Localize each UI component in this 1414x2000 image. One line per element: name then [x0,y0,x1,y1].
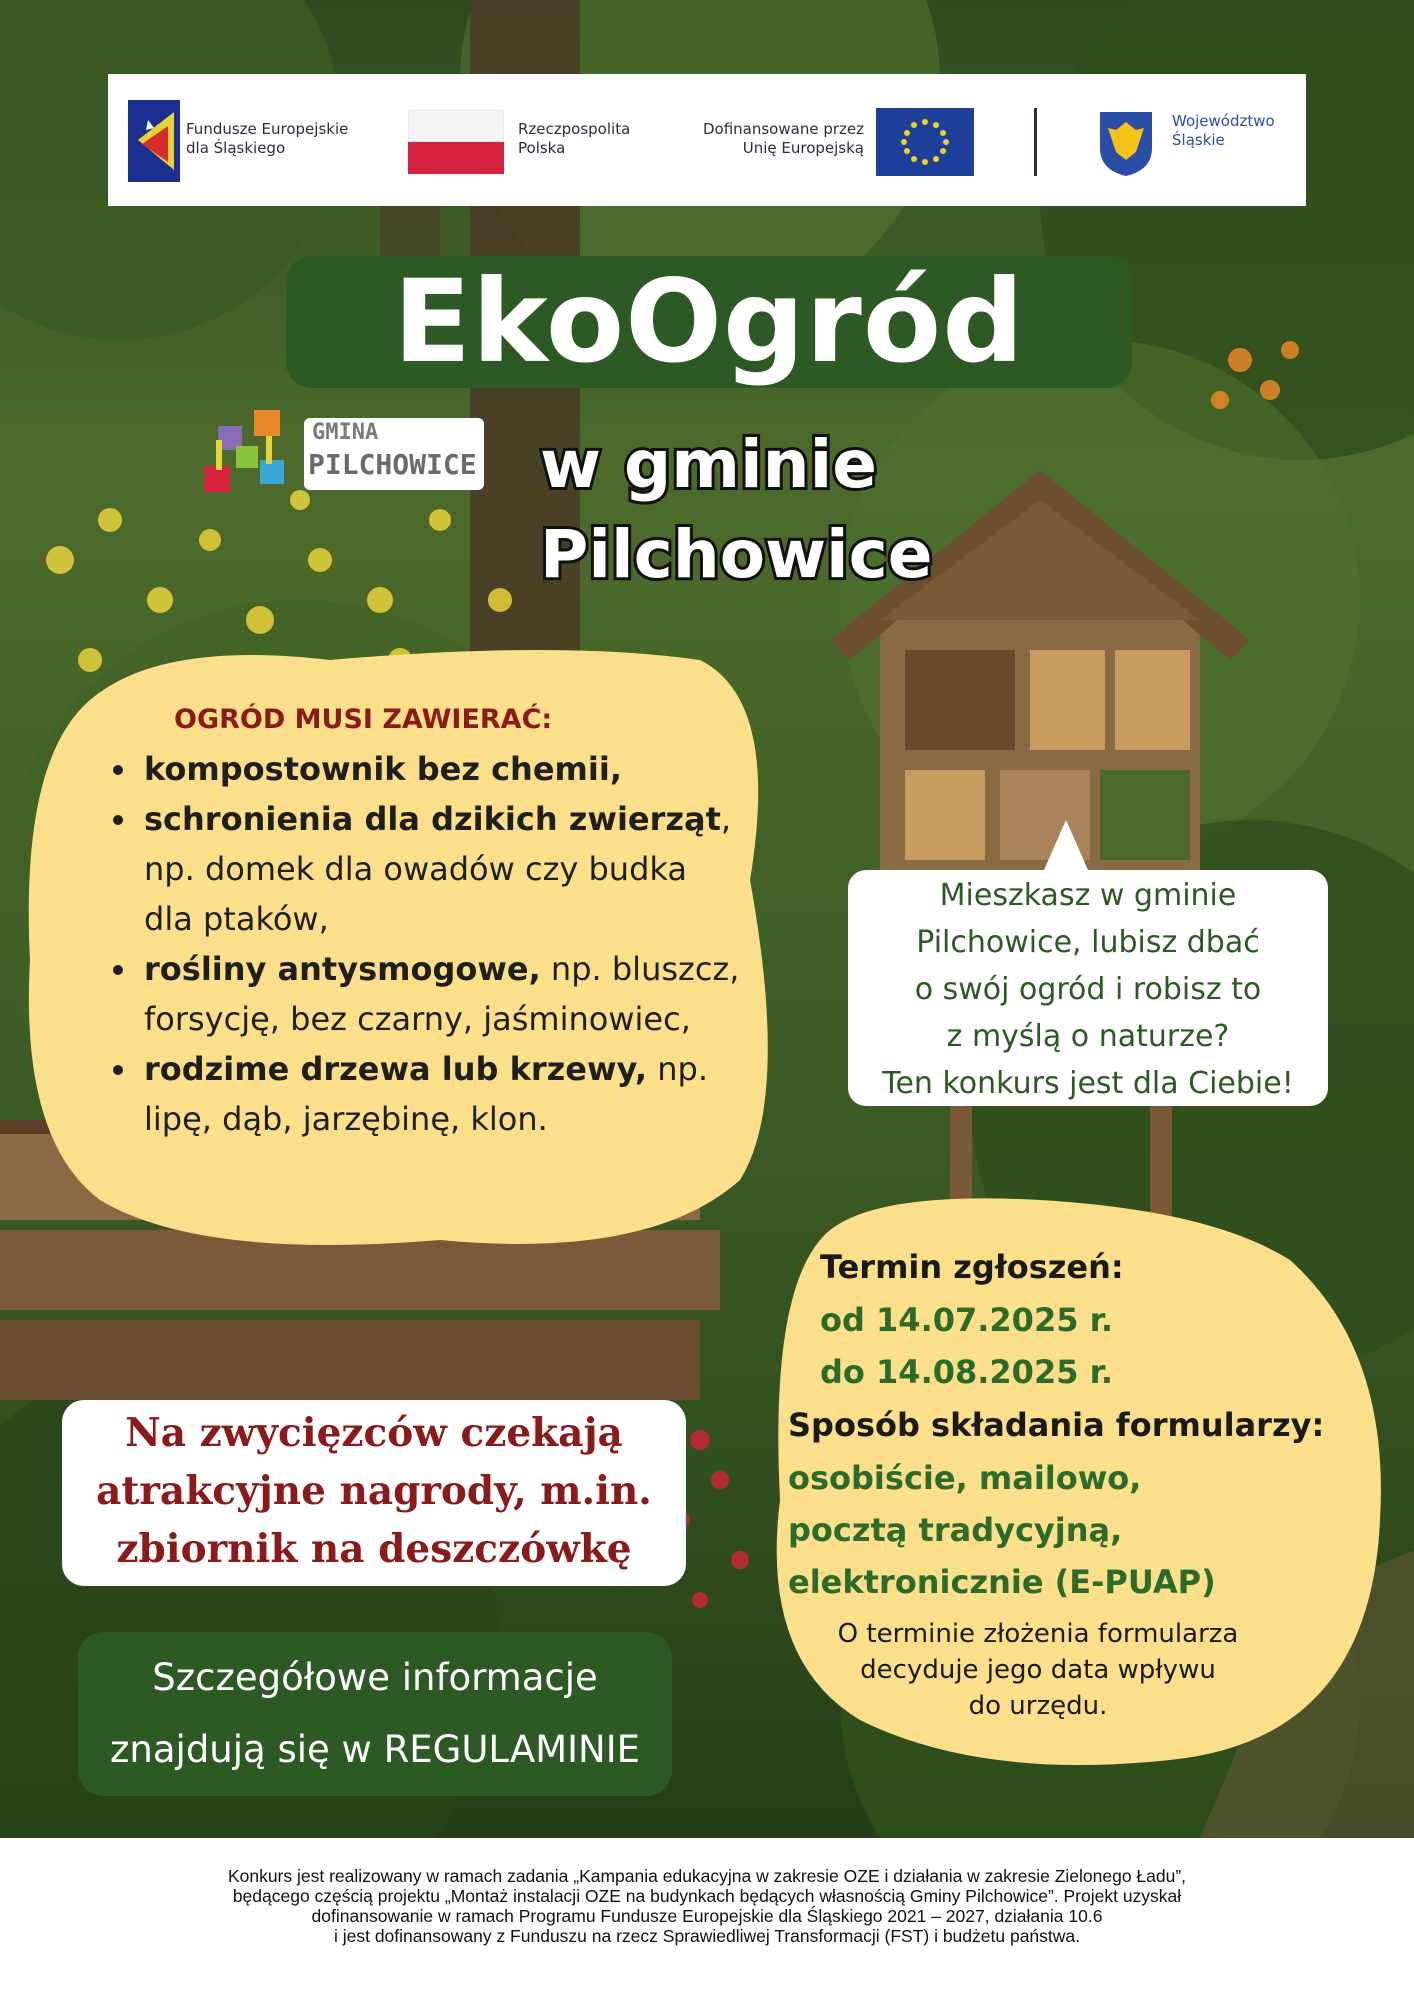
submission-note: O terminie złożenia formularza decyduje jego data wpływu do urzędu. [837,1619,1239,1721]
list-item: • rośliny antysmogowe, np. bluszcz, forsycję, bez czarny, jaśminowiec, [140,944,740,1044]
requirements-section [100,700,740,1144]
submission-info [788,1240,1348,1724]
speech-text: Mieszkasz w gminie Pilchowice, lubisz dbać o swój ogród i robisz to z myślą o naturze? Ten konkurs jest dla Ciebie! [882,878,1294,1101]
deadline-to: do 14.08.2025 r. [820,1353,1113,1391]
footer-text: Konkurs jest realizowany w ramach zadania „Kampania edukacyjna w zakresie OZE i działania w zakresie Zielonego Ładu”, będącego częścią projektu „Montaż instalacji OZE na budynkach będących własnością Gminy Pilchowice”. Projekt uzyskał dofinansowanie w ramach Programu Fundusze Europejskie dla Śląskiego 2021 – 2027, działania 10.6 i jest dofinansowany z Funduszu na rzecz Sprawiedliwej Transformacji (FST) i budżetu państwa. [227,1866,1187,1946]
method-item: elektronicznie (E-PUAP) [788,1563,1216,1601]
list-item: • rodzime drzewa lub krzewy, np. lipę, dąb, jarzębinę, klon. [140,1044,740,1144]
rzeczpospolita-text: Rzeczpospolita Polska [518,120,631,157]
dofinansowane-text: Dofinansowane przez Unię Europejską [702,120,864,157]
details-text: Szczegółowe informacje znajdują się w REGULAMINIE [110,1656,640,1771]
deadline-from: od 14.07.2025 r. [820,1301,1113,1339]
speech-pointer [1044,820,1088,870]
requirements-heading: OGRÓD MUSI ZAWIERAĆ: [174,704,553,735]
method-item: osobiście, mailowo, [788,1459,1142,1497]
page-subtitle: w gminie Pilchowice [540,426,933,593]
method-heading: Sposób składania formularzy: [788,1406,1325,1444]
list-item: • kompostownik bez chemii, [140,744,740,794]
gmina-logo-line2: PILCHOWICE [308,448,477,481]
page-title: EkoOgród [393,255,1025,388]
list-item: • schronienia dla dzikich zwierząt, np. domek dla owadów czy budka dla ptaków, [140,794,740,944]
prize-text: Na zwycięzców czekają atrakcyjne nagrody, m.in. zbiornik na deszczówkę [96,1410,652,1572]
deadline-heading: Termin zgłoszeń: [820,1248,1124,1286]
gmina-logo-line1: GMINA [312,420,379,445]
wojewodztwo-text: Województwo Śląskie [1172,112,1275,149]
fundusze-europejskie-text: Fundusze Europejskie dla Śląskiego [186,120,349,157]
method-item: pocztą tradycyjną, [788,1511,1123,1549]
requirements-list [100,744,740,1144]
